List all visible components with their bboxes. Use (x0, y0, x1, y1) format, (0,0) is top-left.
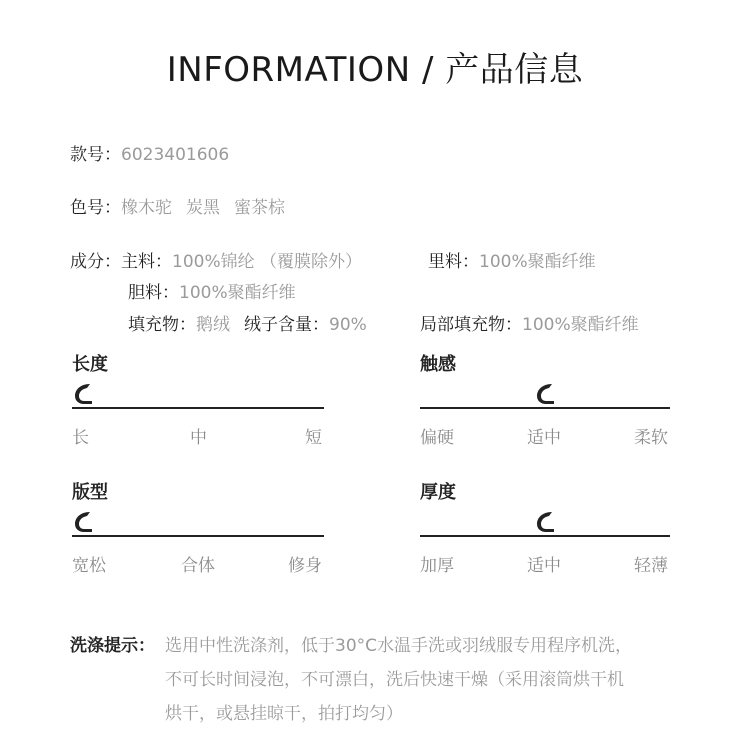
color-row (70, 193, 285, 218)
composition-label: 成分： (70, 252, 121, 272)
scale-line (420, 535, 670, 537)
partial-filling-row (420, 310, 639, 335)
leaf-marker-icon (534, 510, 556, 534)
care-line-3: 烘干，或悬挂晾干，拍打均匀） (165, 704, 403, 724)
color-value-3: 蜜茶棕 (234, 198, 285, 218)
care-line-2: 不可长时间浸泡，不可漂白，洗后快速干燥（采用滚筒烘干机 (165, 670, 624, 690)
tick-label-right: 修身 (288, 556, 322, 576)
leaf-marker-icon (534, 382, 556, 406)
filling-row (128, 310, 367, 335)
tick-label-left: 加厚 (420, 556, 454, 576)
tick-label-left: 宽松 (72, 556, 106, 576)
shell-value: 100%锦纶 （覆膜除外） (172, 252, 363, 272)
tick-label-middle: 适中 (527, 428, 561, 448)
shell-label: 主料： (121, 252, 172, 272)
scale-line (72, 407, 324, 409)
composition-row (70, 247, 362, 272)
inner-label: 胆料： (128, 283, 179, 303)
scale-title: 长度 (72, 354, 108, 375)
leaf-marker-icon (72, 510, 94, 534)
care-line-1: 选用中性洗涤剂，低于30°C水温手洗或羽绒服专用程序机洗， (165, 636, 633, 656)
scale-line (72, 535, 324, 537)
lining-row (428, 247, 596, 272)
color-label: 色号： (70, 198, 121, 218)
partial-filling-value: 100%聚酯纤维 (522, 315, 639, 335)
page-title: INFORMATION / 产品信息 (166, 50, 584, 90)
tick-label-right: 柔软 (634, 428, 668, 448)
tick-label-right: 短 (305, 428, 322, 448)
tick-label-middle: 合体 (181, 556, 215, 576)
style-number-label: 款号： (70, 145, 121, 165)
lining-label: 里料： (428, 252, 479, 272)
scale-title: 触感 (420, 354, 456, 375)
down-label: 绒子含量： (244, 315, 329, 335)
inner-value: 100%聚酯纤维 (179, 283, 296, 303)
filling-value: 鹅绒 (196, 315, 230, 335)
style-number-row (70, 140, 229, 165)
down-value: 90% (329, 315, 367, 335)
filling-label: 填充物： (128, 315, 196, 335)
tick-label-left: 偏硬 (420, 428, 454, 448)
tick-label-right: 轻薄 (634, 556, 668, 576)
style-number-value: 6023401606 (121, 145, 230, 165)
tick-label-middle: 适中 (527, 556, 561, 576)
color-value-2: 炭黑 (186, 198, 220, 218)
care-label: 洗涤提示： (70, 636, 155, 656)
scale-line (420, 407, 670, 409)
tick-label-left: 长 (72, 428, 89, 448)
color-value-1: 橡木驼 (121, 198, 172, 218)
lining-value: 100%聚酯纤维 (479, 252, 596, 272)
partial-filling-label: 局部填充物： (420, 315, 522, 335)
scale-title: 版型 (72, 482, 108, 503)
tick-label-middle: 中 (190, 428, 207, 448)
scale-title: 厚度 (420, 482, 456, 503)
leaf-marker-icon (72, 382, 94, 406)
inner-row (128, 278, 296, 303)
